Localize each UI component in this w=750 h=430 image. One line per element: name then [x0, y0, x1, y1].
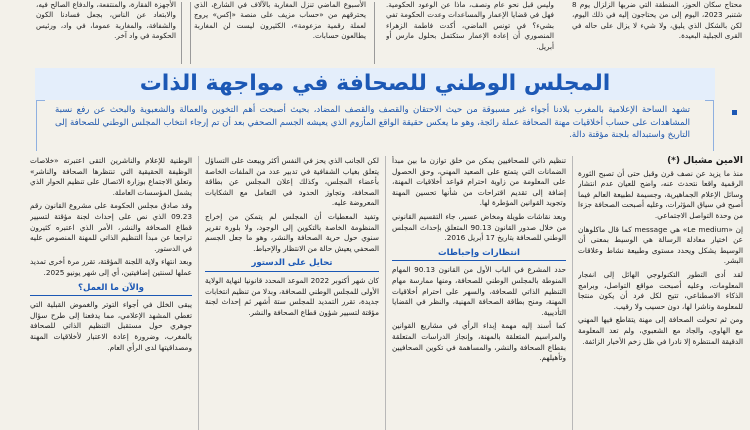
- headline-bar: [35, 68, 715, 100]
- section-subheading: انتظارات وإحباطات: [392, 248, 566, 262]
- lede-bullet-marker: [732, 110, 737, 115]
- paragraph: وتفيد المعطيات أن المجلس لم يتمكن من إخراج المنظومة الخاصة بالتكوين إلى الوجود، ولا بلورة تقرير سنوي حول حرية الصحافة والنشر، وهو ما جعل الجسم الصحفي يعيش حالة من الانتظار والإحباط.: [205, 211, 379, 253]
- paragraph: لقد أدى التطور التكنولوجي الهائل إلى انفجار المعلومات، وعليه أصبحت مواقع التواصل، وبرامج الذكاء الاصطناعي، تتيح لكل فرد أن يكون منتجا للمعلومة وناشرا لها، دون حسيب ولا رقيب.: [578, 269, 743, 311]
- top-strip-divider: [181, 2, 182, 64]
- article-column-2: [392, 156, 566, 430]
- section-subheading: والآن ما العمل؟: [30, 283, 192, 297]
- column-divider: [385, 156, 386, 430]
- article-headline: المجلس الوطني للصحافة في مواجهة الذات: [139, 71, 611, 96]
- paragraph: كان شهر أكتوبر 2022 الموعد المحدد قانونيا لنهاية الولاية الأولى للمجلس الوطني للصحافة، وبدلا من تنظيم انتخابات جديدة، تقرر التمديد للمجلس ستة أشهر ثم إحداث لجنة مؤقتة لتسيير شؤون قطاع الصحافة والنشر.: [205, 275, 379, 317]
- top-strip-column-3: الأسبوع الماضي تنزل المغاربة بالآلاف في الشارع، الذي يحترقهم من «حساب مزيف على منصة «إكس» يروج لعملة رقمية مزعومة»، الكثيرون ليست لن المغاربة يطالعون حسابات.: [194, 0, 366, 41]
- paragraph: ومن ثم تحولت الصحافة إلى مهنة يتقاطع فيها المهني مع الهاوي، والجاد مع الشعبوي، ولم تعد المعلومة الدقيقة المنتظرة إلا نادرا في ظل زخم الأخبار الزائفة.: [578, 315, 743, 346]
- top-strip-column-2: وليس قبل نحو عام ونصف، ماذا عن الوعود الحكومية. فهل في قضايا الإعمار والمساعدات وعدت الحكومة تفي بشيء؟ في تونس الماضي، أكدت فاطمة الزهراء المنصوري أن إعادة الإعمار ستكتمل بحلول مارس أو أبريل.: [386, 0, 554, 51]
- article-lede: تشهد الساحة الإعلامية بالمغرب بلادنا أجواء غير مسبوقة من حيث الاحتقان والقصف والقصف المضاد، بحيث أصبحت أهم التخوين والعمالة والشعبوية والبحث عن رفع نسبة المشاهدات على حساب أخلاقيات مهنة الصحافة عملة رائجة، وهو ما يعكس حقيقة الواقع المأزوم الذي يعيشه الجسم الصحفي بعد أن تم إرجاء انتخاب المجلس الوطني للصحافة إلى التاريخ واستبداله بلجنة مؤقتة دالة.: [55, 105, 690, 141]
- article-column-4: [30, 156, 192, 430]
- lede-frame-right: [705, 100, 714, 151]
- paragraph: وقد صادق مجلس الحكومة على مشروع القانون رقم 09.23 الذي نص على إحداث لجنة مؤقتة لتسيير قطاع الصحافة والنشر، الأمر الذي اعتبره كثيرون تراجعا عن مبدأ التنظيم الذاتي للمهنة المنصوص عليه في الدستور.: [30, 201, 192, 253]
- paragraph: كما أسند إليه مهمة إبداء الرأي في مشاريع القوانين والمراسيم المتعلقة بالمهنة، وإنجاز الدراسات المتعلقة بقطاع الصحافة والنشر، والمساهمة في تكوين الصحافيين وتأهيلهم.: [392, 321, 566, 363]
- top-strip-column-1: محتاج سكان الحوز، المنطقة التي ضربها الزلزال يوم 8 شتنبر 2023، اليوم إلى من يحتاجون إليه في ذلك اليوم، لكن بالشكل الذي يليق، ولا شيء لا يزال على حاله في القرى الجبلية البعيدة.: [572, 0, 742, 41]
- top-strip-divider: [190, 2, 191, 64]
- top-strip: [0, 0, 750, 66]
- paragraph: منذ ما يزيد عن نصف قرن وقبل حتى أن تصبح الثورة الرقمية واقعا نتحدث عنه، واضح للعيان عدم انتشار وسائل الإعلام الجماهيرية، وجسيمة لطبيعة العالم فيما أصبح في سياق المؤثرات، وعليه أصبحت الصحافة جزءا من وحدة التواصل الاجتماعي.: [578, 168, 743, 220]
- column-divider: [198, 156, 199, 430]
- section-subheading: تحايل على الدستور: [205, 258, 379, 272]
- top-strip-column-4: الأجهزة الفقارة، والمنتفعة، والدفاع الصالح فيه، والابتعاد عن الناس، بجعل فسادنا الكون والشفافة، والمغاربة عموما، في واد، ورئيس الحكومة في واد آخر.: [36, 0, 176, 41]
- article-column-1: [578, 156, 743, 430]
- paragraph: يبقى الخلل في أجواء التوتر والغموض القبلية التي تغطي المشهد الإعلامي، مما يدفعنا إلى طرح سؤال جوهري حول مستقبل التنظيم الذاتي للصحافة بالمغرب، وضرورة إعادة الاعتبار لأخلاقيات المهنة ومصداقيتها لدى الرأي العام.: [30, 300, 192, 352]
- paragraph: وبعد نقاشات طويلة ومخاض عسير، جاء التقسيم القانوني من خلال صدور القانون 90.13 المتعلق بإحداث المجلس الوطني للصحافة بتاريخ 17 أبريل 2016.: [392, 211, 566, 243]
- top-strip-divider: [374, 2, 375, 64]
- column-divider: [572, 156, 573, 430]
- lede-frame-left: [36, 100, 45, 151]
- paragraph: وبعد انتهاء ولاية اللجنة المؤقتة، تقرر مرة أخرى تمديد عملها لسنتين إضافيتين، أي إلى شهر يونيو 2025.: [30, 257, 192, 277]
- paragraph: حدد المشرع في الباب الأول من القانون 90.13 المهام المنوطة بالمجلس الوطني للصحافة، ومنها ممارسة مهام التنظيم الذاتي للصحافة، والسهر على احترام أخلاقيات المهنة، ومنح بطاقة الصحافة المهنية، والنظر في القضايا التأديبية.: [392, 265, 566, 317]
- author-byline: الأمين مشبال (*): [667, 156, 743, 166]
- paragraph: لكن الجانب الذي يحز في النفس أكثر ويبعث على التساؤل يتعلق بغياب الشفافية في تدبير عدد من الملفات الخاصة بأعضاء المجلس، وكذلك إعلان المجلس عن بطاقة الصحافة، وتجاوز الحدود في التعامل مع الشكايات المعروضة عليه.: [205, 156, 379, 208]
- paragraph: الوطنية للإعلام والناشرين التقى اعتبرته «خلاصات الوظيفة الحقيقية التي تنتظرها الصحافة والناشر» وتعلق الاجتماع بوزارة الاتصال على تنظيم الحوار الذي يشمل المؤسسات العاملة.: [30, 156, 192, 197]
- article-column-3: [205, 156, 379, 430]
- paragraph: إن «Le medium» هي message كما قال ماكلوهان عن اختيار معادلة الرسالة هي الوسيط بمعنى أن الوسيط يشكل ويحدد مستوى وطبيعة نشاط وعلاقات البشر.: [578, 224, 743, 266]
- paragraph: تنظيم ذاتي للصحافيين يمكن من خلق توازن ما بين مبدأ الضمانات التي يتمتع على الصعيد المهني، وحق الحصول على المعلومة من زاوية احترام قواعد أخلاقيات المهنة، إضافة إلى تقديم اقتراحات من شأنها تحسين المهنة وتجويد القوانين المؤطرة لها.: [392, 156, 566, 208]
